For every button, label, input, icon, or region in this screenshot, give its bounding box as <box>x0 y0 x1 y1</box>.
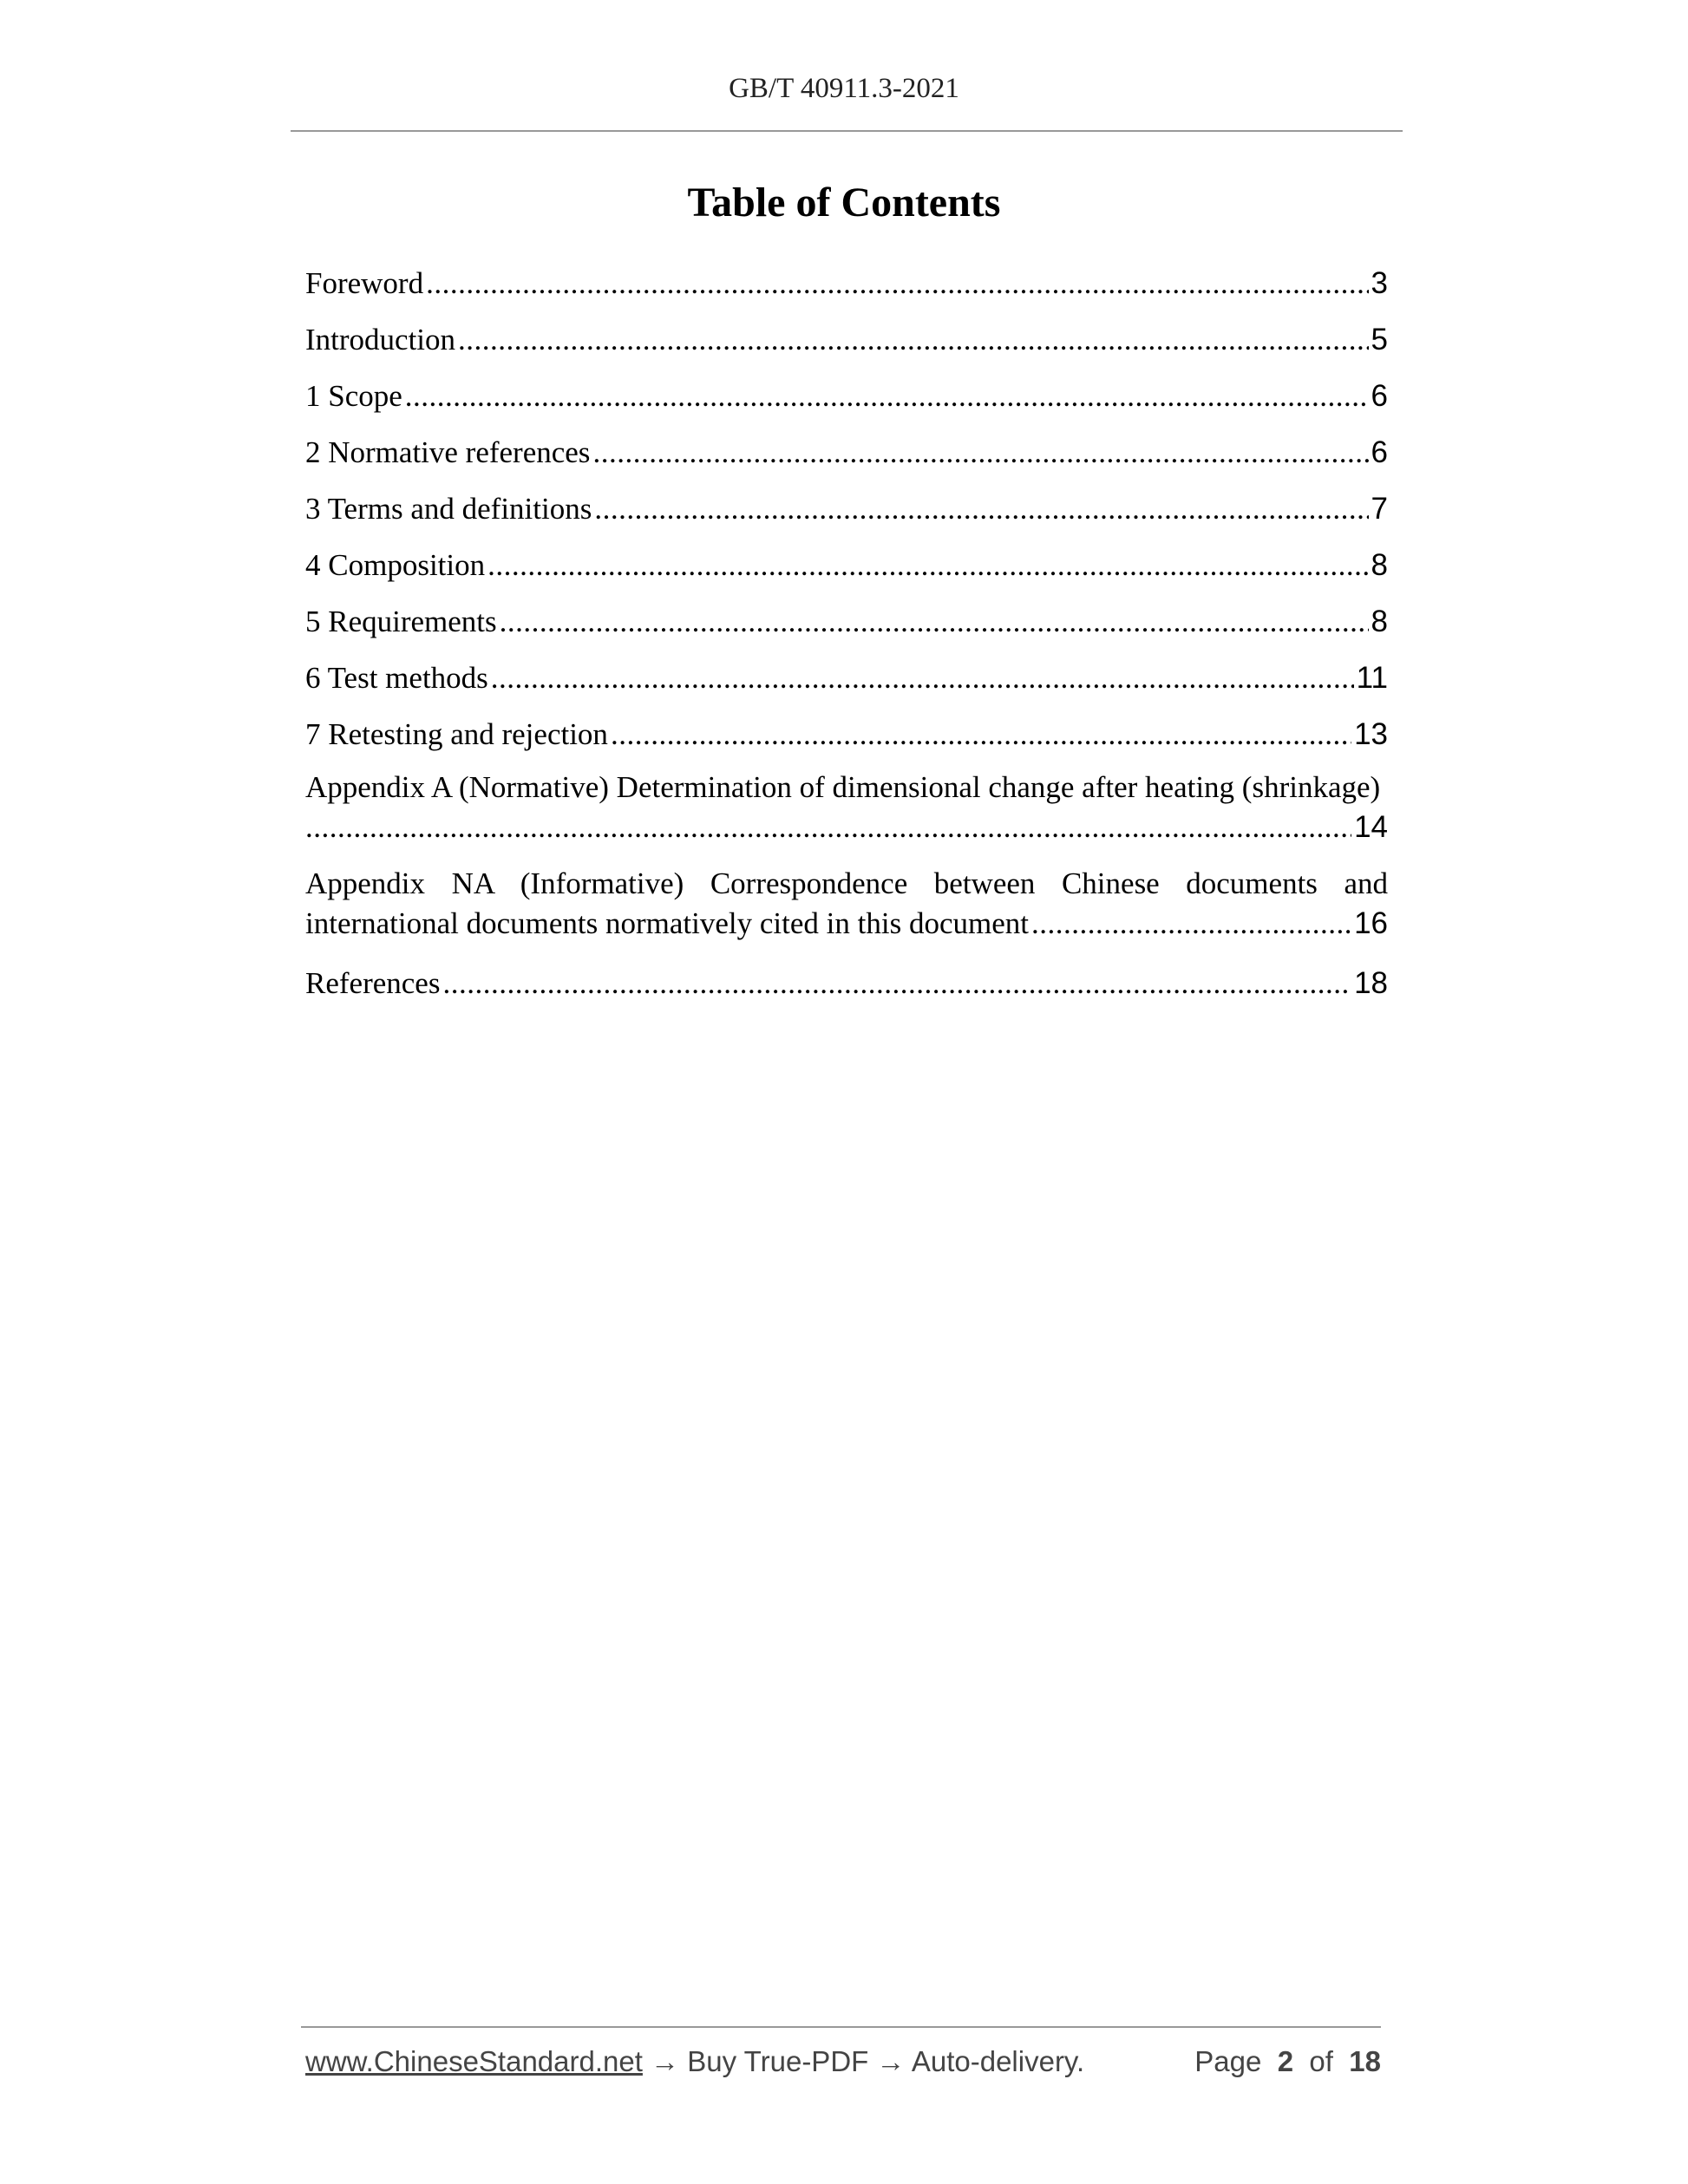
table-of-contents <box>305 260 1388 1017</box>
header-divider <box>291 130 1403 132</box>
toc-entry-page: 6 <box>1371 379 1388 413</box>
toc-entry-retesting-rejection[interactable] <box>305 711 1388 768</box>
toc-entry-page: 13 <box>1354 717 1388 751</box>
toc-entry-page: 6 <box>1371 435 1388 469</box>
toc-entry-label: 5 Requirements <box>305 605 497 638</box>
toc-entry-label: Appendix NA (Informative) Correspondence between Chinese documents and <box>305 866 1388 900</box>
dot-leader <box>500 598 1369 645</box>
dot-leader <box>426 260 1368 307</box>
toc-entry-label: international documents normatively cited in this document <box>305 906 1029 940</box>
dot-leader <box>594 486 1368 533</box>
dot-leader <box>592 429 1368 476</box>
toc-entry-label: Foreword <box>305 266 424 300</box>
toc-entry-introduction[interactable] <box>305 317 1388 373</box>
dot-leader <box>405 373 1369 420</box>
dot-leader <box>1031 904 1351 944</box>
toc-entry-label: 4 Composition <box>305 548 486 582</box>
page-title: Table of Contents <box>687 180 1001 226</box>
dot-leader <box>491 655 1354 702</box>
dot-leader <box>305 808 1351 847</box>
of-word: of <box>1309 2045 1333 2077</box>
page-word: Page <box>1194 2045 1262 2077</box>
page-indicator <box>1194 2045 1381 2078</box>
dot-leader <box>611 711 1351 758</box>
dot-leader <box>458 317 1369 363</box>
toc-entry-label: 1 Scope <box>305 379 402 413</box>
footer-divider <box>301 2026 1381 2028</box>
page-current: 2 <box>1277 2045 1294 2077</box>
toc-entry-page: 7 <box>1371 492 1388 526</box>
toc-entry-label: 7 Retesting and rejection <box>305 717 608 751</box>
toc-entry-appendix-a[interactable] <box>305 768 1388 847</box>
toc-entry-label: References <box>305 966 441 1000</box>
toc-entry-page: 8 <box>1371 605 1388 638</box>
arrow-right-icon: → <box>651 2045 680 2077</box>
toc-entry-normative-references[interactable] <box>305 429 1388 486</box>
page-footer <box>305 2045 1381 2078</box>
toc-entry-page: 14 <box>1354 810 1388 844</box>
arrow-right-icon: → <box>876 2045 906 2077</box>
toc-entry-scope[interactable] <box>305 373 1388 429</box>
delivery-text: Auto-delivery. <box>911 2045 1085 2077</box>
toc-entry-page: 3 <box>1371 266 1388 300</box>
toc-entry-label: 2 Normative references <box>305 435 591 469</box>
toc-entry-appendix-na[interactable] <box>305 864 1388 944</box>
dot-leader <box>442 960 1351 1007</box>
toc-entry-terms-definitions[interactable] <box>305 486 1388 542</box>
toc-entry-foreword[interactable] <box>305 260 1388 317</box>
running-header: GB/T 40911.3-2021 <box>729 73 959 104</box>
toc-entry-requirements[interactable] <box>305 598 1388 655</box>
toc-entry-label: Appendix A (Normative) Determination of dimensional change after heating (shrinkage) <box>305 770 1381 804</box>
toc-entry-label: 3 Terms and definitions <box>305 492 592 526</box>
toc-entry-page: 11 <box>1356 661 1388 695</box>
dot-leader <box>487 542 1368 589</box>
toc-entry-label: 6 Test methods <box>305 661 488 695</box>
site-link[interactable]: www.ChineseStandard.net <box>305 2045 643 2077</box>
page-total: 18 <box>1349 2045 1381 2077</box>
toc-entry-references[interactable] <box>305 960 1388 1017</box>
toc-entry-label: Introduction <box>305 323 456 356</box>
buy-text: Buy True-PDF <box>687 2045 869 2077</box>
toc-entry-test-methods[interactable] <box>305 655 1388 711</box>
toc-entry-page: 5 <box>1371 323 1388 356</box>
footer-promo <box>305 2045 1084 2078</box>
toc-entry-composition[interactable] <box>305 542 1388 598</box>
toc-entry-page: 16 <box>1354 906 1388 940</box>
toc-entry-page: 8 <box>1371 548 1388 582</box>
toc-entry-page: 18 <box>1354 966 1388 1000</box>
